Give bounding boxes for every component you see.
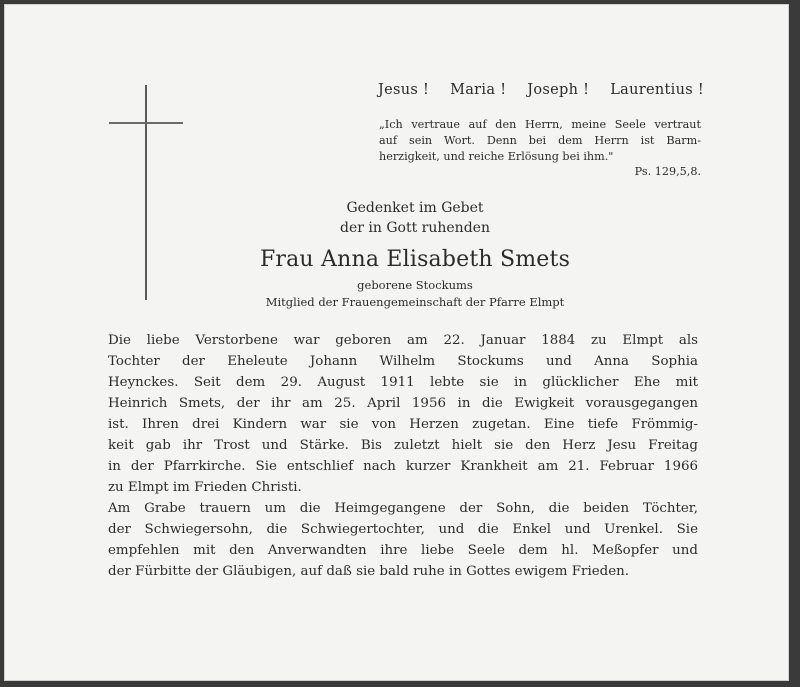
quote-source: Ps. 129,5,8. [634,165,701,178]
invocation-joseph: Joseph ! [527,82,590,98]
invocation-jesus: Jesus ! [378,82,430,98]
body-line: Die liebe Verstorbene war geboren am 22. Januar 1884 zu Elmpt als [108,333,698,348]
cross-horizontal-bar [109,122,183,124]
heading-ruhenden: der in Gott ruhenden [340,220,490,236]
body-line: der Fürbitte der Gläubigen, auf daß sie bald ruhe in Gottes ewigem Frieden. [108,564,630,579]
heading-gedenket: Gedenket im Gebet [346,200,484,216]
invocation-line [378,82,704,98]
psalm-quote [379,117,701,165]
biography-text [108,330,698,582]
body-line: in der Pfarrkirche. Sie entschlief nach kurzer Krankheit am 21. Februar 1966 [108,459,698,474]
body-line: Am Grabe trauern um die Heimgegangene der Sohn, die beiden Töchter, [108,501,698,516]
body-line: Tochter der Eheleute Johann Wilhelm Stockums und Anna Sophia [108,354,698,369]
invocation-laurentius: Laurentius ! [610,82,704,98]
body-line: zu Elmpt im Frieden Christi. [108,480,302,495]
body-line: ist. Ihren drei Kindern war sie von Herzen zugetan. Eine tiefe Frömmig- [108,417,698,432]
deceased-name: Frau Anna Elisabeth Smets [259,247,571,272]
memorial-card [4,4,789,681]
body-line: Heinrich Smets, der ihr am 25. April 1956 in die Ewigkeit vorausgegangen [108,396,698,411]
membership-line: Mitglied der Frauengemeinschaft der Pfarre Elmpt [265,295,565,309]
body-line: empfehlen mit den Anverwandten ihre liebe Seele dem hl. Meßopfer und [108,543,698,558]
quote-line: „Ich vertraue auf den Herrn, meine Seele vertraut [379,118,701,131]
body-line: keit gab ihr Trost und Stärke. Bis zuletzt hielt sie den Herz Jesu Freitag [108,438,698,453]
quote-line: herzigkeit, und reiche Erlösung bei ihm." [379,150,614,163]
body-line: Heynckes. Seit dem 29. August 1911 lebte sie in glücklicher Ehe mit [108,375,698,390]
invocation-maria: Maria ! [450,82,507,98]
cross-vertical-bar [145,85,147,300]
quote-line: auf sein Wort. Denn bei dem Herrn ist Barm- [379,134,701,147]
maiden-name: geborene Stockums [357,278,473,292]
body-line: der Schwiegersohn, die Schwiegertochter, und die Enkel und Urenkel. Sie [108,522,698,537]
